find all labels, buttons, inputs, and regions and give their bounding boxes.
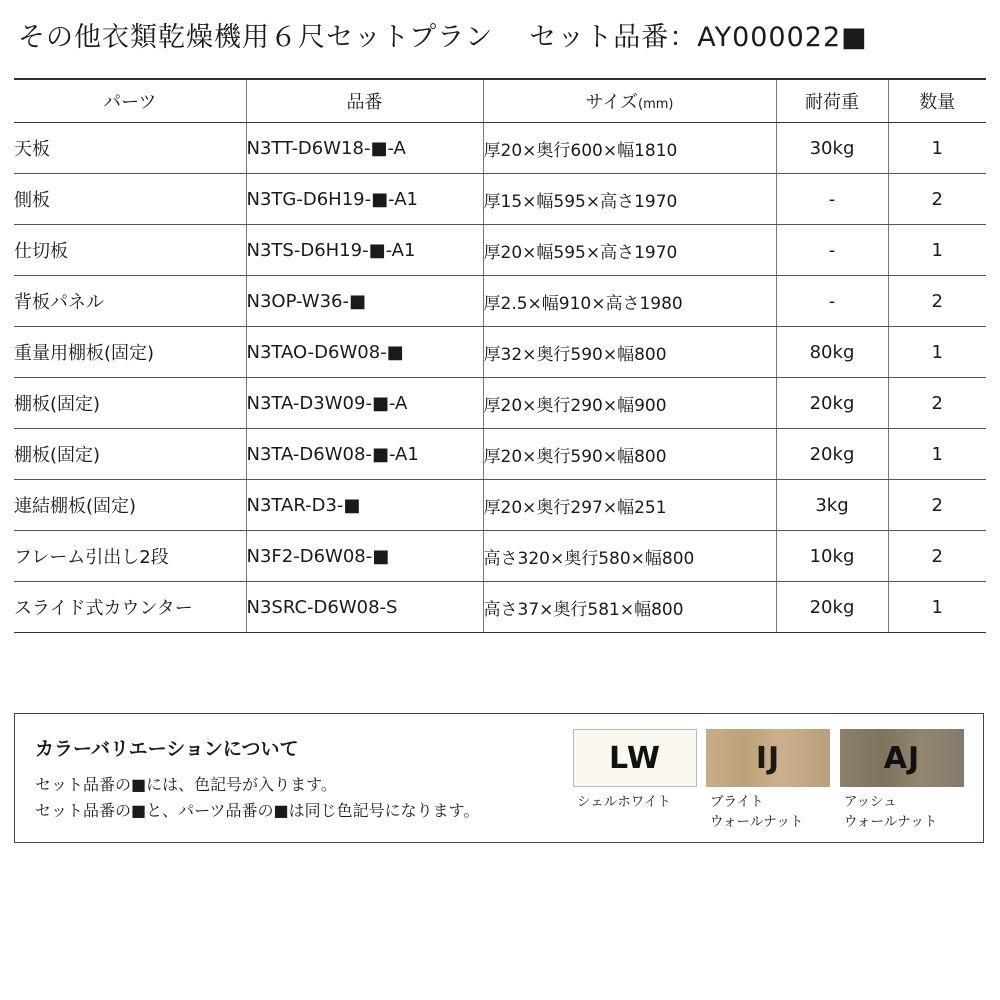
part-code: N3TS-D6H19-■-A1 [246,225,483,276]
part-name: 仕切板 [14,225,246,276]
part-name: フレーム引出し2段 [14,531,246,582]
swatch-label [706,792,830,832]
header-code: 品番 [246,79,483,123]
color-swatch: AJ [840,729,964,787]
swatch-label [840,792,964,832]
part-code: N3TAO-D6W08-■ [246,327,483,378]
swatch-label-line2: ウォールナット [844,814,938,830]
part-size: 厚20×奥行297×幅251 [483,480,776,531]
swatch-ij [706,729,830,832]
part-size: 高さ320×奥行580×幅800 [483,531,776,582]
table-row [14,327,986,378]
part-load: 20kg [776,582,888,633]
part-load: 80kg [776,327,888,378]
part-load: - [776,174,888,225]
part-size: 厚20×奥行600×幅1810 [483,123,776,174]
part-load: - [776,276,888,327]
part-load: 20kg [776,429,888,480]
part-qty: 1 [888,225,986,276]
header-size-label: サイズ [585,92,639,113]
plan-title: その他衣類乾燥機用６尺セットプラン [18,22,494,53]
table-row [14,276,986,327]
part-qty: 1 [888,327,986,378]
part-size: 厚32×奥行590×幅800 [483,327,776,378]
part-size: 高さ37×奥行581×幅800 [483,582,776,633]
part-qty: 2 [888,378,986,429]
table-row [14,378,986,429]
part-code: N3SRC-D6W08-S [246,582,483,633]
part-size: 厚15×幅595×高さ1970 [483,174,776,225]
color-swatch: IJ [706,729,830,787]
swatch-label-line1: シェルホワイト [577,794,671,810]
part-code: N3TAR-D3-■ [246,480,483,531]
part-code: N3TA-D3W09-■-A [246,378,483,429]
part-code: N3TT-D6W18-■-A [246,123,483,174]
swatch-aj [840,729,964,832]
swatch-label [573,792,697,812]
part-load: - [776,225,888,276]
color-swatch: LW [573,729,697,787]
table-row [14,480,986,531]
part-name: 背板パネル [14,276,246,327]
part-code: N3TG-D6H19-■-A1 [246,174,483,225]
table-row [14,531,986,582]
part-size: 厚20×奥行590×幅800 [483,429,776,480]
part-name: 重量用棚板(固定) [14,327,246,378]
table-row [14,582,986,633]
part-qty: 1 [888,582,986,633]
page-title [18,18,868,58]
part-qty: 2 [888,276,986,327]
table-row [14,429,986,480]
part-code: N3F2-D6W08-■ [246,531,483,582]
swatch-label-line2: ウォールナット [710,814,804,830]
part-name: 側板 [14,174,246,225]
part-name: 棚板(固定) [14,378,246,429]
table-row [14,225,986,276]
header-size-unit: (mm) [638,97,674,112]
part-size: 厚2.5×幅910×高さ1980 [483,276,776,327]
part-qty: 1 [888,123,986,174]
color-note-line2: セット品番の■と、パーツ品番の■は同じ色記号になります。 [35,801,480,820]
part-load: 30kg [776,123,888,174]
part-name: 天板 [14,123,246,174]
header-load: 耐荷重 [776,79,888,123]
part-size: 厚20×幅595×高さ1970 [483,225,776,276]
part-size: 厚20×奥行290×幅900 [483,378,776,429]
table-header-row [14,79,986,123]
part-code: N3TA-D6W08-■-A1 [246,429,483,480]
color-variation-title: カラーバリエーションについて [35,738,299,760]
header-size [483,79,776,123]
part-qty: 2 [888,174,986,225]
part-load: 20kg [776,378,888,429]
header-parts: パーツ [14,79,246,123]
color-variation-box [14,713,984,843]
part-code: N3OP-W36-■ [246,276,483,327]
part-qty: 2 [888,531,986,582]
header-qty: 数量 [888,79,986,123]
swatch-label-line1: ブライト [710,794,764,810]
color-note-line1: セット品番の■には、色記号が入ります。 [35,775,337,794]
part-name: 連結棚板(固定) [14,480,246,531]
table-row [14,174,986,225]
part-name: スライド式カウンター [14,582,246,633]
part-name: 棚板(固定) [14,429,246,480]
part-load: 10kg [776,531,888,582]
parts-table [14,78,986,633]
table-row [14,123,986,174]
swatch-label-line1: アッシュ [844,794,897,810]
swatch-lw [573,729,697,812]
part-qty: 2 [888,480,986,531]
part-qty: 1 [888,429,986,480]
part-load: 3kg [776,480,888,531]
set-number: セット品番：AY000022■ [529,22,868,53]
